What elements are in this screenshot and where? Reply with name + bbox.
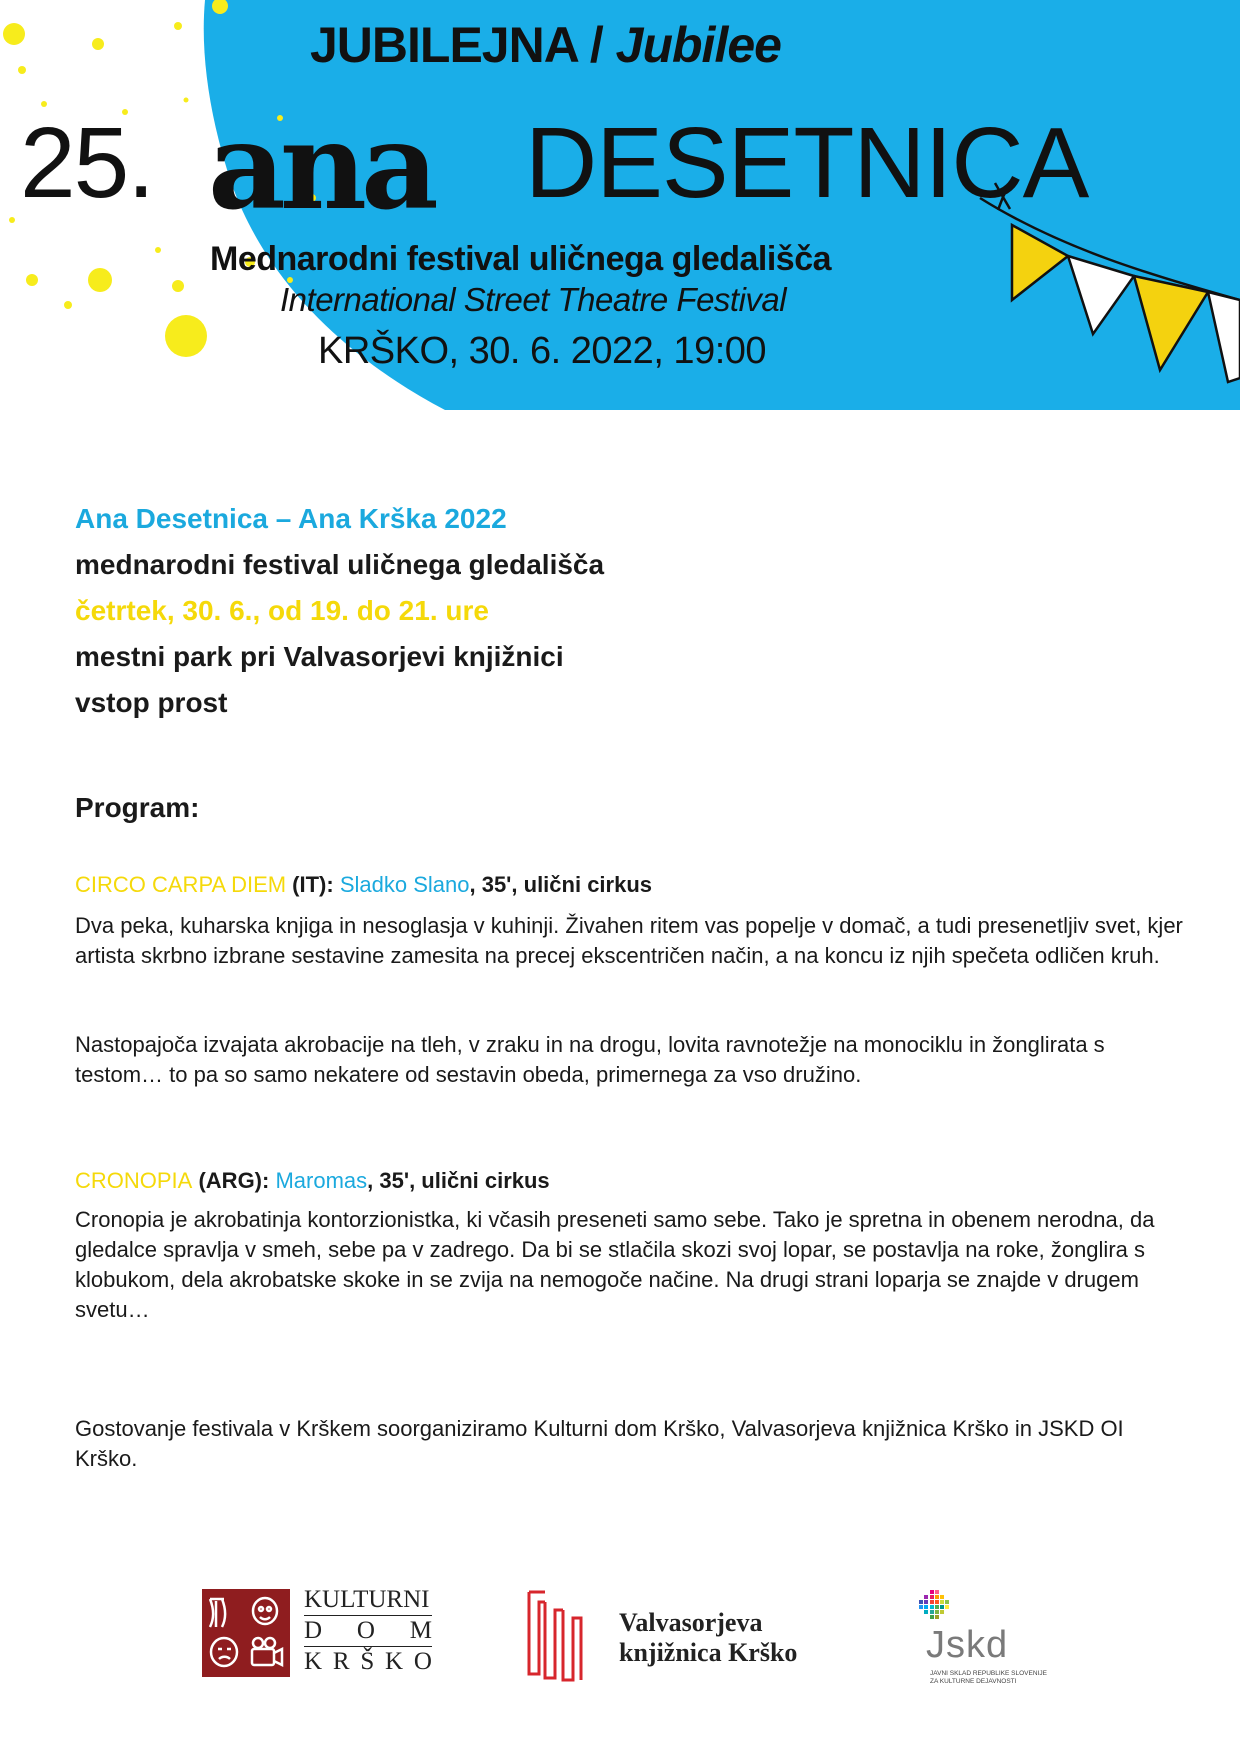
kd-letter: K (304, 1648, 323, 1675)
act-1-meta: , 35', ulični cirkus (469, 872, 653, 897)
banner-ana: ana (208, 96, 433, 237)
act-2-heading (75, 1168, 550, 1194)
vk-line-2: knjižnica Krško (619, 1638, 798, 1667)
kd-line-2 (304, 1615, 432, 1646)
act-1-country: (IT): (286, 872, 340, 897)
act-1-company: CIRCO CARPA DIEM (75, 872, 287, 897)
jubilee-sl: JUBILEJNA / (310, 17, 616, 73)
kd-letter: O (413, 1648, 432, 1675)
kd-letter: M (409, 1617, 432, 1644)
act-1-heading (75, 872, 652, 898)
banner-subtitle-sl: Mednarodni festival uličnega gledališča (210, 240, 832, 278)
jskd-mosaic-icon (916, 1590, 960, 1626)
act-2-country: (ARG): (192, 1168, 276, 1193)
jskd-tagline-2: ZA KULTURNE DEJAVNOSTI (930, 1678, 1017, 1685)
kulturni-dom-wordmark (304, 1585, 432, 1677)
valvasorjeva-mark-icon (525, 1588, 595, 1684)
banner-jubilee-line (310, 16, 781, 74)
kd-letter: O (356, 1617, 375, 1644)
act-1-show: Sladko Slano (339, 872, 470, 897)
event-title: Ana Desetnica – Ana Krška 2022 (75, 503, 507, 534)
event-time: četrtek, 30. 6., od 19. do 21. ure (75, 595, 489, 626)
act-2-company: CRONOPIA (75, 1168, 193, 1193)
banner-subtitle-en: International Street Theatre Festival (280, 281, 787, 318)
act-1-paragraph-2: Nastopajoča izvajata akrobacije na tleh, v zraku in na drogu, lovita ravnotežje na monociklu in žonglirata s testom… to pa so samo nekatere od sestavin obeda, primernega za vso družino. (75, 1032, 1105, 1087)
kd-letter: Š (360, 1648, 375, 1675)
organizers-note: Gostovanje festivala v Krškem soorganiziramo Kulturni dom Krško, Valvasorjeva knjižnica Krško in JSKD OI Krško. (75, 1416, 1124, 1471)
kd-kulturni: KULTURNI (304, 1586, 430, 1613)
valvasorjeva-logo (525, 1588, 798, 1684)
act-2-meta: , 35', ulični cirkus (367, 1168, 550, 1193)
edition-number: 25. (20, 107, 154, 219)
jskd-tagline (930, 1670, 1047, 1686)
act-1-paragraph-1: Dva peka, kuharska knjiga in nesoglasja v kuhinji. Živahen ritem vas popelje v domač, a tudi presenetljiv svet, kjer artista skrbno izbrane sestavine zamesita na precej ekscentričen način, a na koncu iz njih spečeta odličen kruh. (75, 913, 1183, 968)
festival-banner (0, 0, 1240, 410)
event-subtitle: mednarodni festival uličnega gledališča (75, 549, 605, 580)
jskd-tagline-1: JAVNI SKLAD REPUBLIKE SLOVENIJE (930, 1670, 1047, 1677)
jskd-wordmark: Jskd (926, 1624, 1009, 1666)
act-2-show: Maromas (275, 1168, 368, 1193)
kd-letter: D (304, 1617, 323, 1644)
kd-letter: R (332, 1648, 350, 1675)
banner-desetnica: DESETNICA (525, 107, 1089, 219)
jskd-logo (916, 1590, 1047, 1690)
program-heading: Program: (75, 792, 200, 823)
valvasorjeva-wordmark (619, 1608, 797, 1668)
event-location: mestni park pri Valvasorjevi knjižnici (75, 641, 564, 672)
act-2-paragraph-1: Cronopia je akrobatinja kontorzionistka, ki včasih preseneti samo sebe. Tako je spretna in obenem nerodna, da gledalce spravlja v smeh, sebe pa v zadrego. Da bi se stlačila skozi svoj lopar, se postavlja na roke, žonglira s klobukom, dela akrobatske skoke in se zvija na nemogoče načine. Na drugi strani loparja se znajde v drugem svetu… (75, 1207, 1155, 1322)
banner-place-date: KRŠKO, 30. 6. 2022, 19:00 (318, 330, 767, 372)
kd-line-1 (304, 1585, 432, 1615)
jubilee-en: Jubilee (615, 17, 781, 73)
event-entry: vstop prost (75, 687, 228, 718)
kd-line-3 (304, 1646, 432, 1677)
kd-letter: K (385, 1648, 404, 1675)
kulturni-dom-mark-icon (202, 1589, 290, 1677)
vk-line-1: Valvasorjeva (619, 1608, 763, 1637)
